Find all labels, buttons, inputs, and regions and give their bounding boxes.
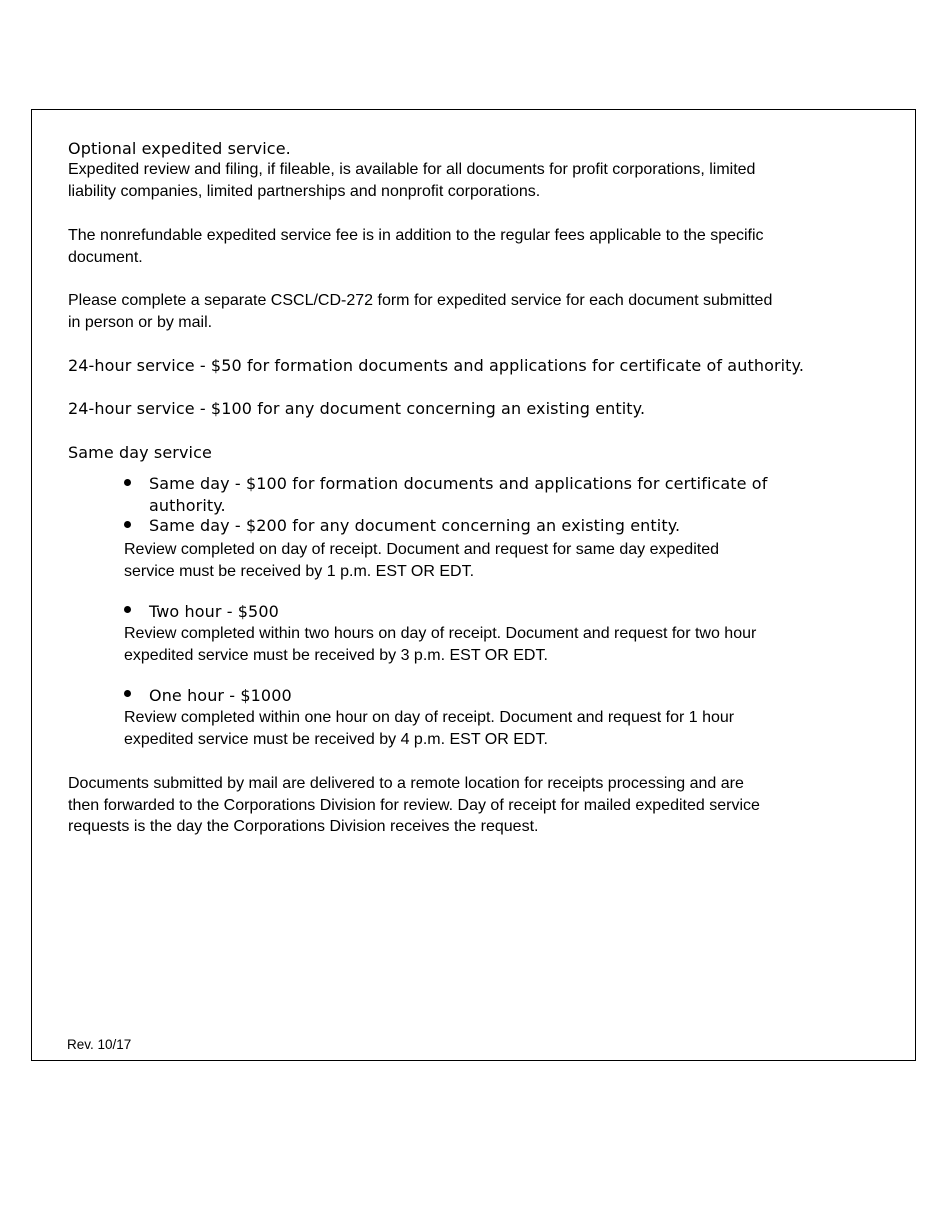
intro-line: Expedited review and filing, if fileable, is available for all documents for profit corporations, limited: [68, 161, 756, 178]
bullet-icon: [124, 479, 131, 486]
same-day-heading: Same day service: [68, 443, 212, 462]
fee-line: The nonrefundable expedited service fee is in addition to the regular fees applicable to the specific: [68, 227, 764, 244]
form-paragraph: [68, 290, 772, 333]
note-line: Review completed within one hour on day of receipt. Document and request for 1 hour: [124, 709, 735, 726]
note-line: expedited service must be received by 3 p.m. EST OR EDT.: [124, 646, 548, 664]
note-line: service must be received by 1 p.m. EST OR EDT.: [124, 562, 475, 580]
one-hour-label: One hour - $1000: [149, 686, 292, 705]
revision-label: Rev. 10/17: [67, 1037, 132, 1052]
note-line: Review completed on day of receipt. Document and request for same day expedited: [124, 541, 719, 558]
intro-line: liability companies, limited partnerships and nonprofit corporations.: [68, 182, 541, 200]
two-hour-note: [124, 623, 756, 666]
service-24-formation: 24-hour service - $50 for formation documents and applications for certificate of authority.: [68, 356, 805, 375]
fee-paragraph: [68, 225, 764, 268]
note-line: Review completed within two hours on day of receipt. Document and request for two hour: [124, 625, 757, 642]
mail-line: requests is the day the Corporations Division receives the request.: [68, 818, 539, 835]
same-day-note: [124, 539, 719, 582]
one-hour-note: [124, 707, 734, 750]
bullet-line: Same day - $100 for formation documents and applications for certificate of: [149, 474, 768, 493]
note-line: expedited service must be received by 4 p.m. EST OR EDT.: [124, 730, 548, 748]
form-line: Please complete a separate CSCL/CD-272 form for expedited service for each document submitted: [68, 292, 773, 309]
same-day-bullet-formation: [149, 473, 767, 516]
bullet-icon: [124, 521, 131, 528]
same-day-bullet-existing: Same day - $200 for any document concerning an existing entity.: [149, 516, 681, 535]
bullet-icon: [124, 690, 131, 697]
service-24-existing: 24-hour service - $100 for any document concerning an existing entity.: [68, 399, 646, 418]
bullet-icon: [124, 606, 131, 613]
two-hour-label: Two hour - $500: [149, 602, 279, 621]
mail-line: then forwarded to the Corporations Division for review. Day of receipt for mailed expedited service: [68, 796, 760, 814]
mail-line: Documents submitted by mail are delivered to a remote location for receipts processing and are: [68, 775, 744, 792]
intro-paragraph: [68, 159, 755, 202]
mail-paragraph: [68, 773, 760, 838]
fee-line: document.: [68, 248, 143, 266]
form-line: in person or by mail.: [68, 313, 213, 331]
bullet-line: authority.: [149, 495, 226, 515]
section-heading: Optional expedited service.: [68, 139, 291, 158]
